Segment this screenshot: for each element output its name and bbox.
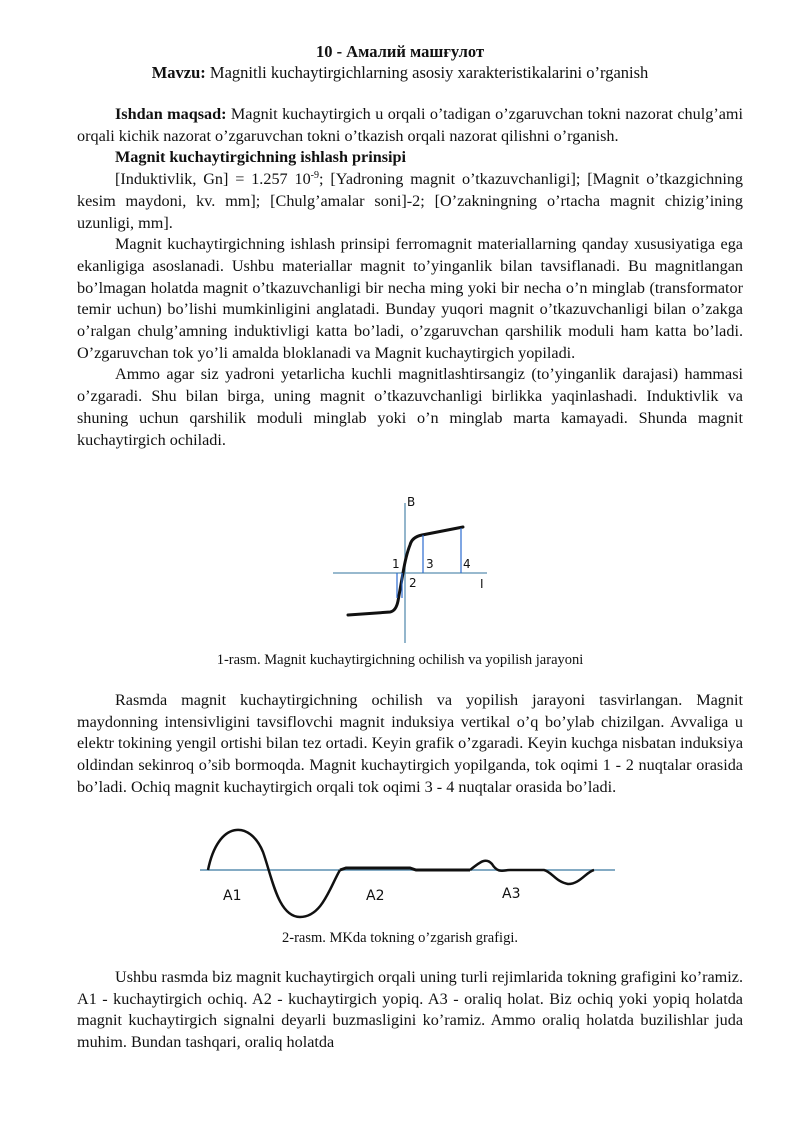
figure1-point-1: 1 [392,557,400,571]
paragraph-saturation: Ammo agar siz yadroni yetarlicha kuchli magnitlashtirsangiz (to’yinganlik darajasi) hammasi o’zgaradi. Shu bilan birga, uning magnit o’tkazuvchanligi birlikka yaqinlashadi. Induktivlik va shuning uchun qarshilik moduli minglab yoki o’n minglab marta kamayadi. Shunda magnit kuchaytirgich ochiladi. [77,365,743,449]
formula-exponent: -9 [310,170,320,182]
figure2-current-waveform [200,822,620,920]
figure1-point-4: 4 [463,557,471,571]
exercise-title: 10 - Амалий машғулот [315,42,485,61]
paragraph-figure2-description: Ushbu rasmda biz magnit kuchaytirgich orqali uning turli rejimlarida tokning grafigini ko’ramiz. A1 - kuchaytirgich ochiq. A2 - kuchaytirgich yopiq. A3 - oraliq holat. Biz ochiq yoki yopiq holatda magnit kuchaytirgich signalni deyarli buzmasligini ko’ramiz. Ammo oraliq holatda buzilishlar juda muhim. Bundan tashqari, oraliq holatda [77,968,743,1052]
formula-part1: [Induktivlik, Gn] = 1.257 10 [115,170,311,189]
figure1-point-2: 2 [409,576,417,590]
figure2-label-a3: A3 [502,886,521,902]
topic-line [0,62,800,84]
text-block-2 [77,690,743,799]
figure2-label-a1: A1 [223,888,242,904]
topic-label: Mavzu: [151,63,206,82]
goal-paragraph [77,104,743,147]
figure1-label-i: I [480,577,484,591]
formula-paragraph [77,169,743,234]
goal-text: Magnit kuchaytirgich u orqali o’tadigan o’zgaruvchan tokni nazorat chulg’ami orqali kichik nazorat o’zgaruvchan tokni o’tkazish orqali nazorat qilishni o’rganish. [77,105,743,145]
text-block-1 [77,104,743,451]
figure1-magnetization-curve [330,493,490,645]
figure1-caption: 1-rasm. Magnit kuchaytirgichning ochilish va yopilish jarayoni [216,652,584,668]
topic-text: Magnitli kuchaytirgichlarning asosiy xarakteristikalarini o’rganish [205,63,649,82]
goal-label: Ishdan maqsad: [115,105,227,123]
paragraph-figure1-description: Rasmda magnit kuchaytirgichning ochilish va yopilish jarayoni tasvirlangan. Magnit maydonning intensivligini tavsiflovchi magnit induksiya vertikal o’q bo’ylab chizilgan. Avvaliga u elektr tokining yengil ortishi bilan tez ortadi. Keyin grafik o’zgaradi. Keyin kuchga nisbatan induksiya oldindan sekinroq o’sib bormoqda. Magnit kuchaytirgich yopilganda, tok oqimi 1 - 2 nuqtalar orasida bo’ladi. Ochiq magnit kuchaytirgich orqali tok oqimi 3 - 4 nuqtalar orasida bo’ladi. [77,691,743,796]
paragraph-principle: Magnit kuchaytirgichning ishlash prinsipi ferromagnit materiallarning qanday xususiyatiga ega ekanligiga asoslanadi. Ushbu materiallar magnit to’yinganlik bilan tavsiflanadi. Bu magnitlangan bo’lmagan holatda magnit o’tkazuvchanligi bir necha ming yoki bir necha o’n minglab (transformator temir uchun) bo’lishi mumkinligini anglatadi. Bunday yuqori magnit o’tkazuvchanligi bilan o’zakga o’ralgan chulg’amning induktivligi katta bo’ladi, o’zgaruvchan qarshilik moduli ham katta bo’ladi. O’zgaruvchan tok yo’li amalda bloklanadi va Magnit kuchaytirgich yopiladi. [77,235,743,362]
text-block-3 [77,967,743,1054]
section-heading: Magnit kuchaytirgichning ishlash prinsipi [115,148,407,167]
figure2-caption: 2-rasm. MKda tokning o’zgarish grafigi. [282,930,518,946]
figure1-label-b: B [407,495,416,509]
figure1-point-3: 3 [426,557,434,571]
figure2-label-a2: A2 [366,888,385,904]
formula-part2: ; [Yadroning magnit o’tkazuvchanligi]; [Magnit o’tkazgichning kesim maydoni, kv. mm]; [Chulg’amalar soni]-2; [O’zakningning o’rtacha magnit chizig’ining uzunligi, mm]. [77,170,744,232]
figure2-wave-a3 [470,861,594,884]
